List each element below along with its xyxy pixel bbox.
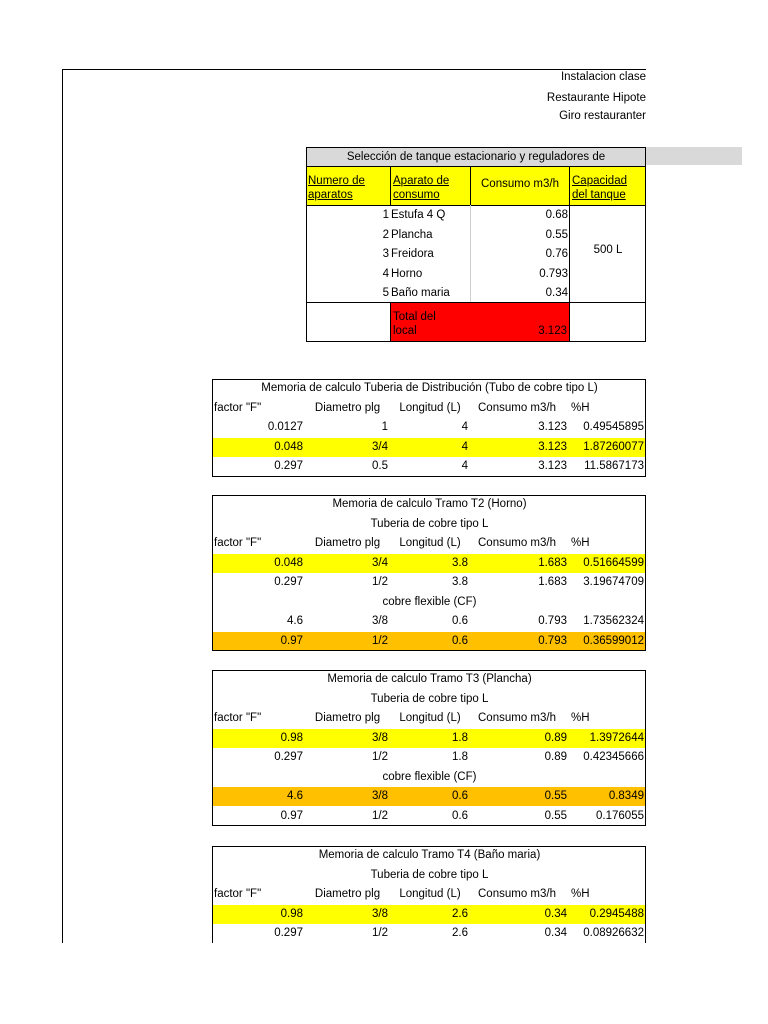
memo-column-header: %H [571,401,590,414]
memo-subtitle: Tuberia de cobre tipo L [370,868,489,881]
memo-cell-l: 2.6 [452,927,468,939]
memo-cell-l: 1.8 [452,731,468,744]
tank-row-consumo: 0.68 [545,209,568,221]
tank-row-consumo: 0.34 [545,287,568,299]
memo-cell-h: 0.49545895 [583,421,644,433]
memo-column-header: factor "F" [214,712,262,724]
memo-cell-l: 0.6 [452,634,468,647]
memo-frame [212,670,646,826]
memo-cell-f: 0.297 [274,751,303,763]
memo-cell-d: 1/2 [372,634,388,647]
memo-title: Memoria de calculo Tramo T2 (Horno) [332,498,527,510]
tank-row-consumo: 0.793 [539,267,568,280]
tank-row-device: Horno [391,267,423,280]
memo-cell-f: 0.297 [274,927,303,939]
memo-cell-c: 0.34 [544,907,567,920]
memo-cell-f: 4.6 [287,615,303,627]
memo-cell-h: 0.51664599 [583,556,644,569]
memo-cell-l: 4 [461,421,468,433]
memo-column-header: Diametro plg [314,401,381,414]
tank-row-number: 1 [382,209,389,221]
memo-column-header: Consumo m3/h [478,888,556,900]
memo-column-header: Consumo m3/h [478,537,556,549]
tank-col-header-num: Numero de aparatos [308,175,365,201]
memo-cell-d: 3/4 [372,440,388,453]
memo-column-header: %H [571,712,590,724]
memo-cell-l: 1.8 [452,751,468,763]
tank-row-number: 2 [382,228,389,241]
tank-row-number: 3 [382,248,389,260]
memo-column-header: %H [571,537,590,549]
memo-title: Memoria de calculo Tramo T4 (Baño maria) [318,849,541,861]
memo-column-header: Diametro plg [314,712,381,724]
memo-column-header: factor "F" [214,401,262,414]
memo-cell-c: 1.683 [538,576,567,588]
memo-cell-d: 1/2 [372,927,388,939]
header-line-2: Restaurante Hipote [546,92,646,104]
tank-capacity-value: 500 L [593,244,623,256]
memo-cell-c: 0.34 [544,927,567,939]
memo-cell-c: 0.793 [538,634,567,647]
memo-cell-f: 0.98 [280,731,303,744]
memo-title: Memoria de calculo Tramo T3 (Plancha) [327,673,532,685]
memo-column-header: %H [571,888,590,900]
memo-cell-c: 3.123 [538,421,567,433]
tank-row-device: Plancha [391,228,433,241]
memo-cell-f: 0.97 [280,809,303,822]
memo-column-header: Consumo m3/h [478,401,556,414]
memo-column-header: Longitud (L) [399,537,461,549]
memo-cell-f: 0.98 [280,907,303,920]
tank-row-consumo: 0.55 [545,228,568,241]
memo-cell-c: 0.55 [544,790,567,802]
memo-cell-h: 0.36599012 [583,634,644,647]
memo-column-header: Diametro plg [314,537,381,549]
memo-column-header: Diametro plg [314,888,381,900]
memo-cell-l: 0.6 [452,615,468,627]
memo-cell-d: 3/4 [372,556,388,569]
memo-subtitle: Tuberia de cobre tipo L [370,517,489,530]
tank-row-number: 4 [382,267,389,280]
memo-cell-l: 3.8 [452,576,468,588]
memo-cell-h: 1.73562324 [583,615,644,627]
memo-cell-d: 1/2 [372,809,388,822]
memo-frame [212,846,646,943]
memo-column-header: Longitud (L) [399,401,461,414]
memo-column-header: factor "F" [214,537,262,549]
memo-cell-d: 1/2 [372,751,388,763]
memo-subtitle: Tuberia de cobre tipo L [370,692,489,705]
memo-cell-d: 3/8 [372,907,388,920]
tank-row-device: Estufa 4 Q [391,209,446,221]
memo-title: Memoria de calculo Tuberia de Distribución (Tubo de cobre tipo L) [261,382,598,394]
memo-cell-f: 0.048 [274,440,303,453]
memo-cell-d: 1 [381,421,388,433]
memo-cell-h: 0.8349 [608,790,644,802]
tank-col-header-capacity: Capacidad del tanque [572,175,627,201]
memo-cell-l: 4 [461,440,468,453]
memo-cell-c: 1.683 [538,556,567,569]
memo-subtitle-2: cobre flexible (CF) [382,770,477,783]
memo-frame [212,495,646,651]
memo-cell-l: 2.6 [452,907,468,920]
memo-cell-h: 0.08926632 [583,927,644,939]
memo-column-header: Longitud (L) [399,712,461,724]
page-top-border [62,69,646,70]
tank-row-number: 5 [382,287,389,299]
memo-cell-c: 3.123 [538,460,567,472]
tank-col-header-consumo: Consumo m3/h [481,178,559,190]
memo-cell-f: 0.048 [274,556,303,569]
memo-column-header: Longitud (L) [399,888,461,900]
memo-cell-f: 0.97 [280,634,303,647]
memo-cell-h: 0.42345666 [583,751,644,763]
memo-cell-h: 1.87260077 [583,440,644,453]
memo-cell-d: 1/2 [372,576,388,588]
memo-column-header: factor "F" [214,888,262,900]
memo-cell-f: 0.297 [274,576,303,588]
memo-cell-c: 0.793 [538,615,567,627]
tank-title-extension [646,147,742,165]
tank-row-device: Baño maria [391,287,450,299]
header-line-3: Giro restauranter [559,110,646,122]
header-line-1: Instalacion clase [560,71,646,83]
memo-column-header: Consumo m3/h [478,712,556,724]
tank-table-title: Selección de tanque estacionario y reguladores de [306,147,646,167]
memo-frame [212,379,646,477]
memo-cell-c: 3.123 [538,440,567,453]
memo-cell-h: 3.19674709 [583,576,644,588]
memo-cell-h: 11.5867173 [584,460,644,472]
memo-cell-f: 0.297 [274,460,303,472]
memo-cell-d: 3/8 [372,790,388,802]
memo-cell-c: 0.89 [544,751,567,763]
memo-cell-l: 0.6 [452,809,468,822]
memo-cell-h: 0.2945488 [589,907,644,920]
memo-cell-d: 3/8 [372,731,388,744]
memo-cell-d: 0.5 [372,460,388,472]
memo-cell-l: 0.6 [452,790,468,802]
memo-subtitle-2: cobre flexible (CF) [382,595,477,608]
total-label: Total del local [393,311,436,337]
memo-cell-h: 0.176055 [596,809,644,822]
memo-cell-c: 0.55 [544,809,567,822]
memo-cell-h: 1.3972644 [589,731,644,744]
tank-col-header-device: Aparato de consumo [393,175,450,201]
tank-row-device: Freidora [391,248,434,260]
page-left-border [62,69,63,943]
memo-cell-f: 0.0127 [267,421,303,433]
tank-row-consumo: 0.76 [545,248,568,260]
memo-cell-c: 0.89 [544,731,567,744]
memo-cell-f: 4.6 [287,790,303,802]
memo-cell-l: 3.8 [452,556,468,569]
memo-cell-l: 4 [461,460,468,472]
memo-cell-d: 3/8 [372,615,388,627]
total-value: 3.123 [538,325,567,337]
